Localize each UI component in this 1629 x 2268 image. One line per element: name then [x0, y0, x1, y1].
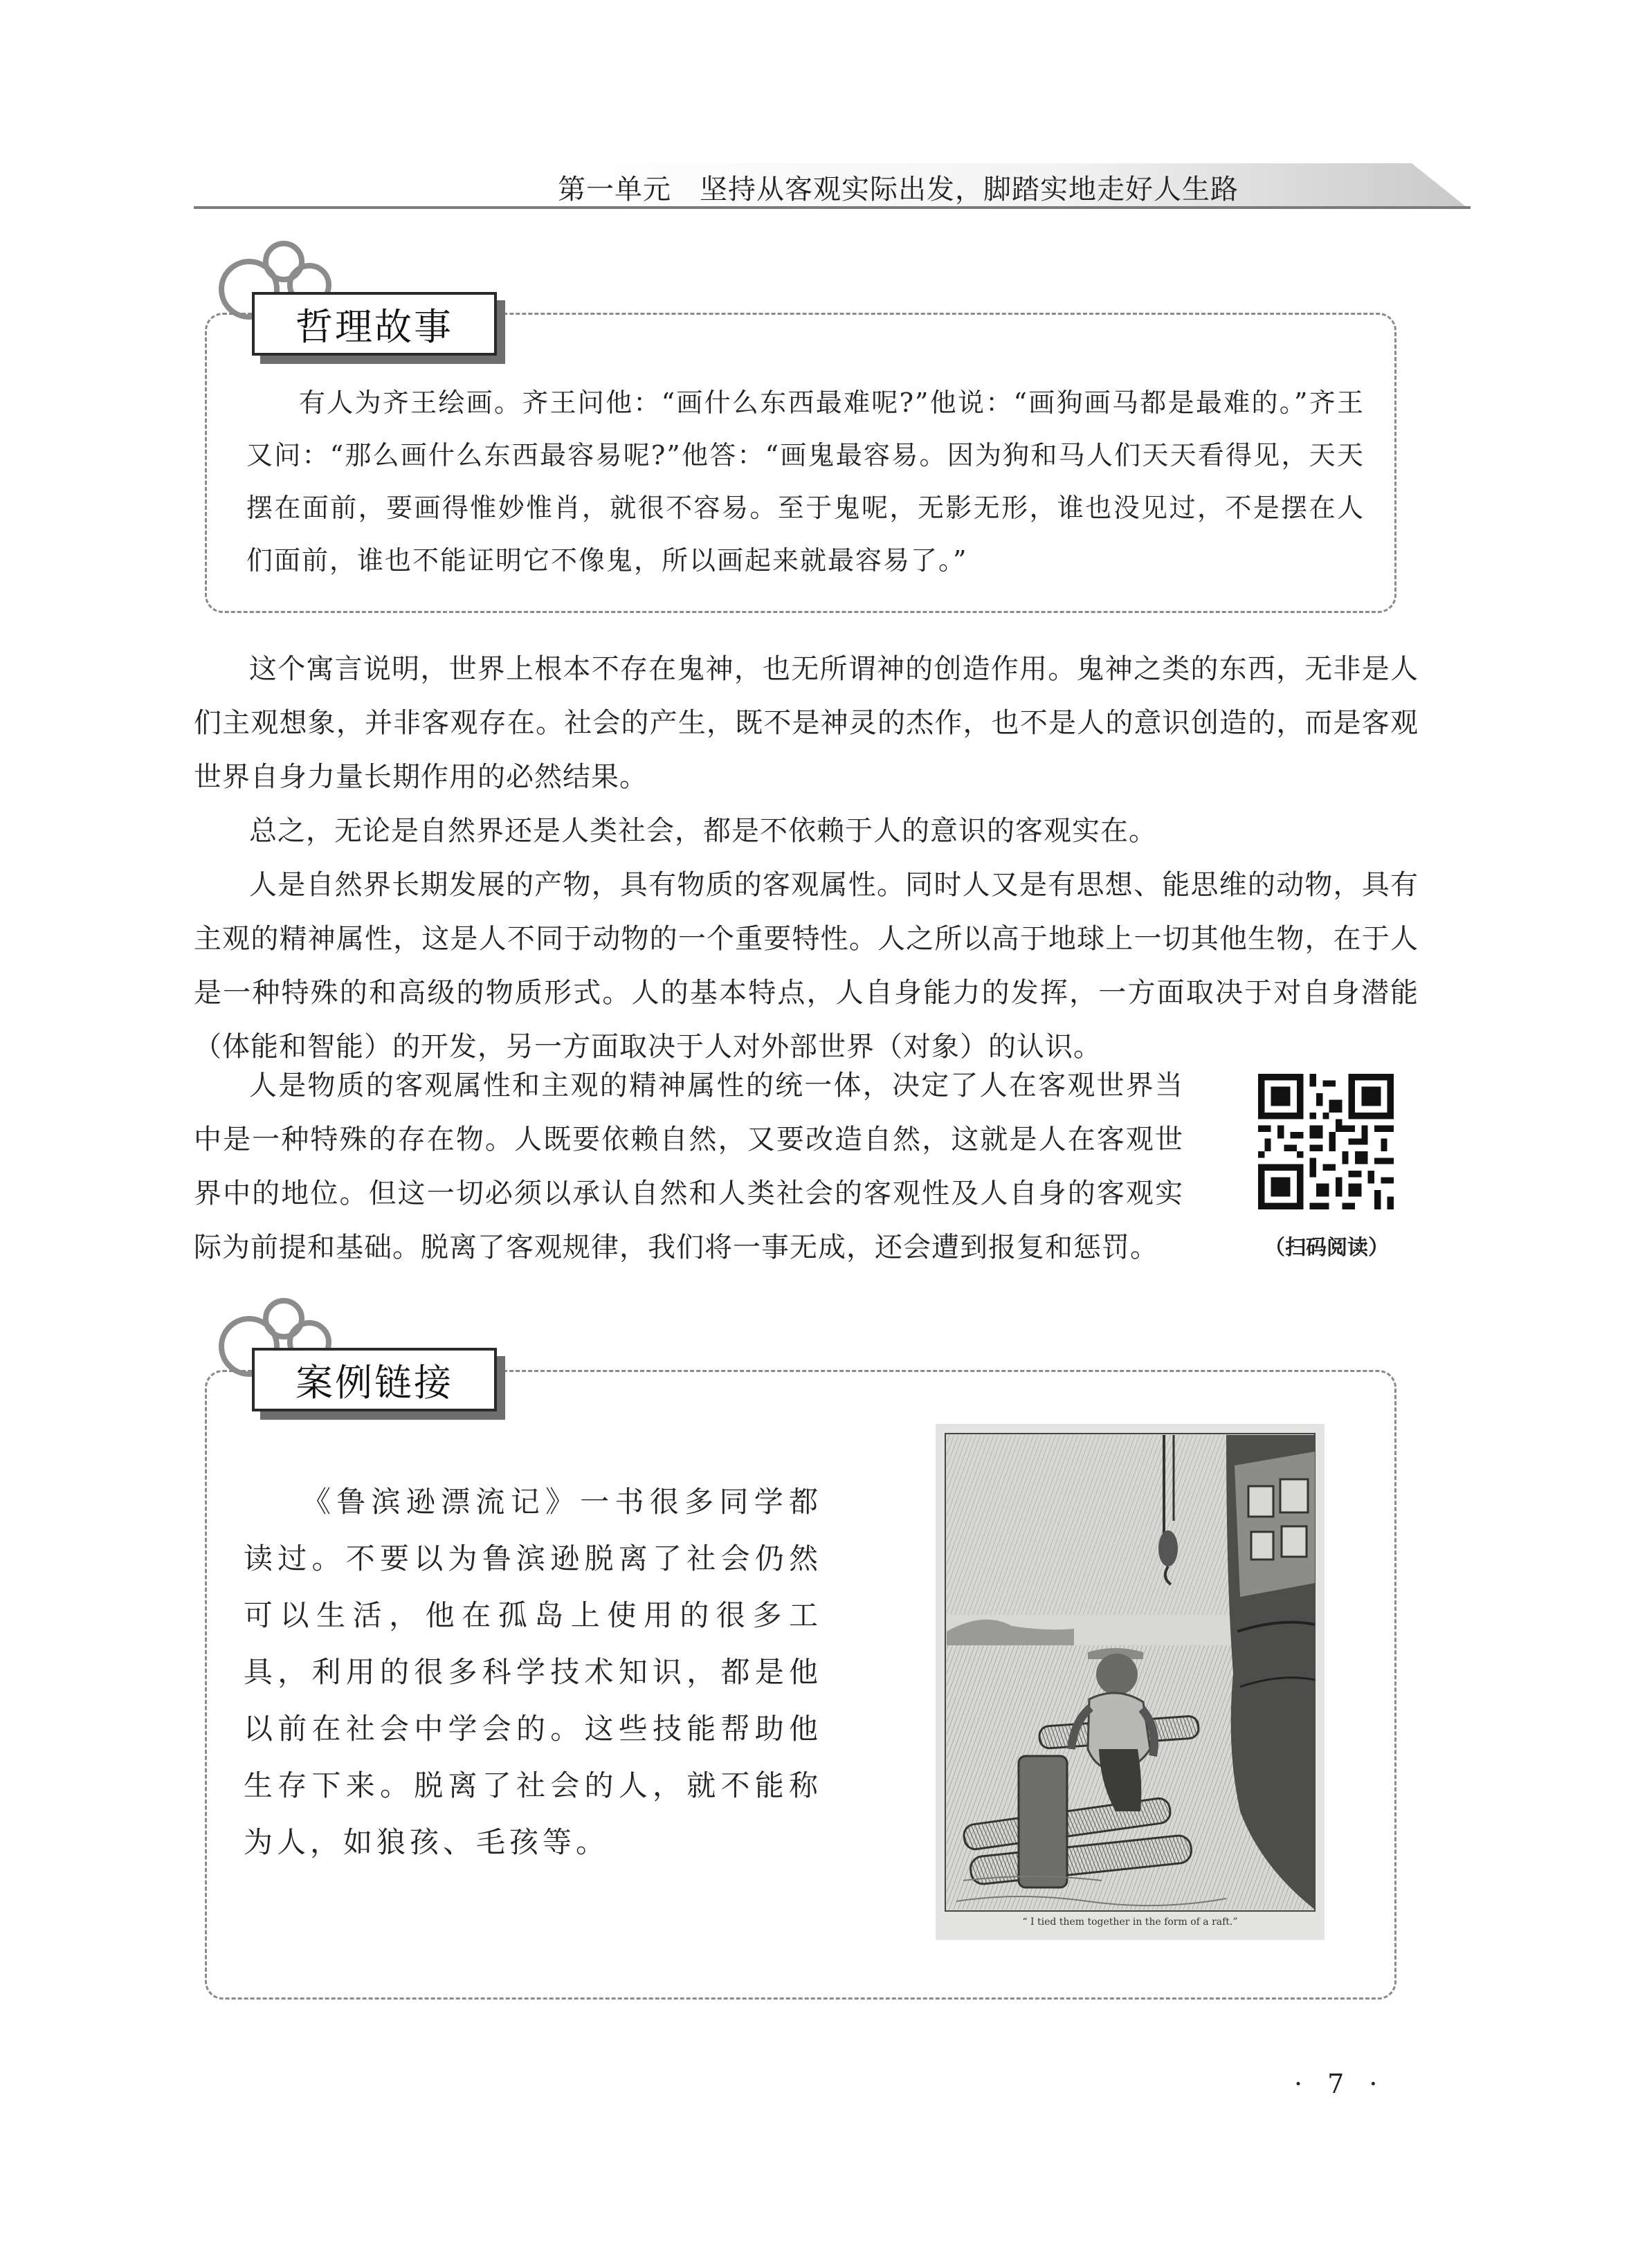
story-title: 哲理故事	[252, 292, 497, 356]
header-text: 第一单元 坚持从客观实际出发，脚踏实地走好人生路	[558, 174, 1239, 205]
robinson-crusoe-illustration	[936, 1424, 1325, 1940]
header-rule	[194, 206, 1471, 209]
story-text	[246, 376, 1365, 587]
qr-text	[194, 1059, 1183, 1274]
qr-code-icon[interactable]	[1258, 1074, 1394, 1209]
qr-caption: （扫码阅读）	[1264, 1236, 1389, 1260]
case-text	[244, 1474, 822, 1871]
page-number: · 7 ·	[1294, 2069, 1386, 2099]
running-header	[194, 163, 1467, 208]
body-paragraph-3: 人是自然界长期发展的产物，具有物质的客观属性。同时人又是有思想、能思维的动物，具有主观的精神属性，这是人不同于动物的一个重要特性。人之所以高于地球上一切其他生物，在于人是一种特殊的和高级的物质形式。人的基本特点，人自身能力的发挥，一方面取决于对自身潜能（体能和智能）的开发，另一方面取决于人对外部世界（对象）的认识。	[194, 869, 1419, 1063]
raft-engraving	[936, 1424, 1325, 1940]
case-paragraph: 《鲁滨逊漂流记》一书很多同学都读过。不要以为鲁滨逊脱离了社会仍然可以生活，他在孤岛上使用的很多工具，利用的很多科学技术知识，都是他以前在社会中学会的。这些技能帮助他生存下来。脱离了社会的人，就不能称为人，如狼孩、毛孩等。	[244, 1485, 822, 1859]
body-text	[194, 642, 1419, 1074]
illustration-caption: “ I tied them together in the form of a raft.”	[1022, 1917, 1238, 1928]
body-paragraph-4: 人是物质的客观属性和主观的精神属性的统一体，决定了人在客观世界当中是一种特殊的存在物。人既要依赖自然，又要改造自然，这就是人在客观世界中的地位。但这一切必须以承认自然和人类社会的客观性及人自身的客观实际为前提和基础。脱离了客观规律，我们将一事无成，还会遭到报复和惩罚。	[194, 1070, 1183, 1263]
body-paragraph-2: 总之，无论是自然界还是人类社会，都是不依赖于人的意识的客观实在。	[249, 815, 1157, 847]
story-paragraph: 有人为齐王绘画。齐王问他：“画什么东西最难呢?”他说：“画狗画马都是最难的。”齐王又问：“那么画什么东西最容易呢?”他答：“画鬼最容易。因为狗和马人们天天看得见，天天摆在面前，要画得惟妙惟肖，就很不容易。至于鬼呢，无影无形，谁也没见过，不是摆在人们面前，谁也不能证明它不像鬼，所以画起来就最容易了。”	[246, 387, 1365, 576]
body-paragraph-1: 这个寓言说明，世界上根本不存在鬼神，也无所谓神的创造作用。鬼神之类的东西，无非是人们主观想象，并非客观存在。社会的产生，既不是神灵的杰作，也不是人的意识创造的，而是客观世界自身力量长期作用的必然结果。	[194, 653, 1419, 793]
case-title: 案例链接	[252, 1348, 497, 1411]
